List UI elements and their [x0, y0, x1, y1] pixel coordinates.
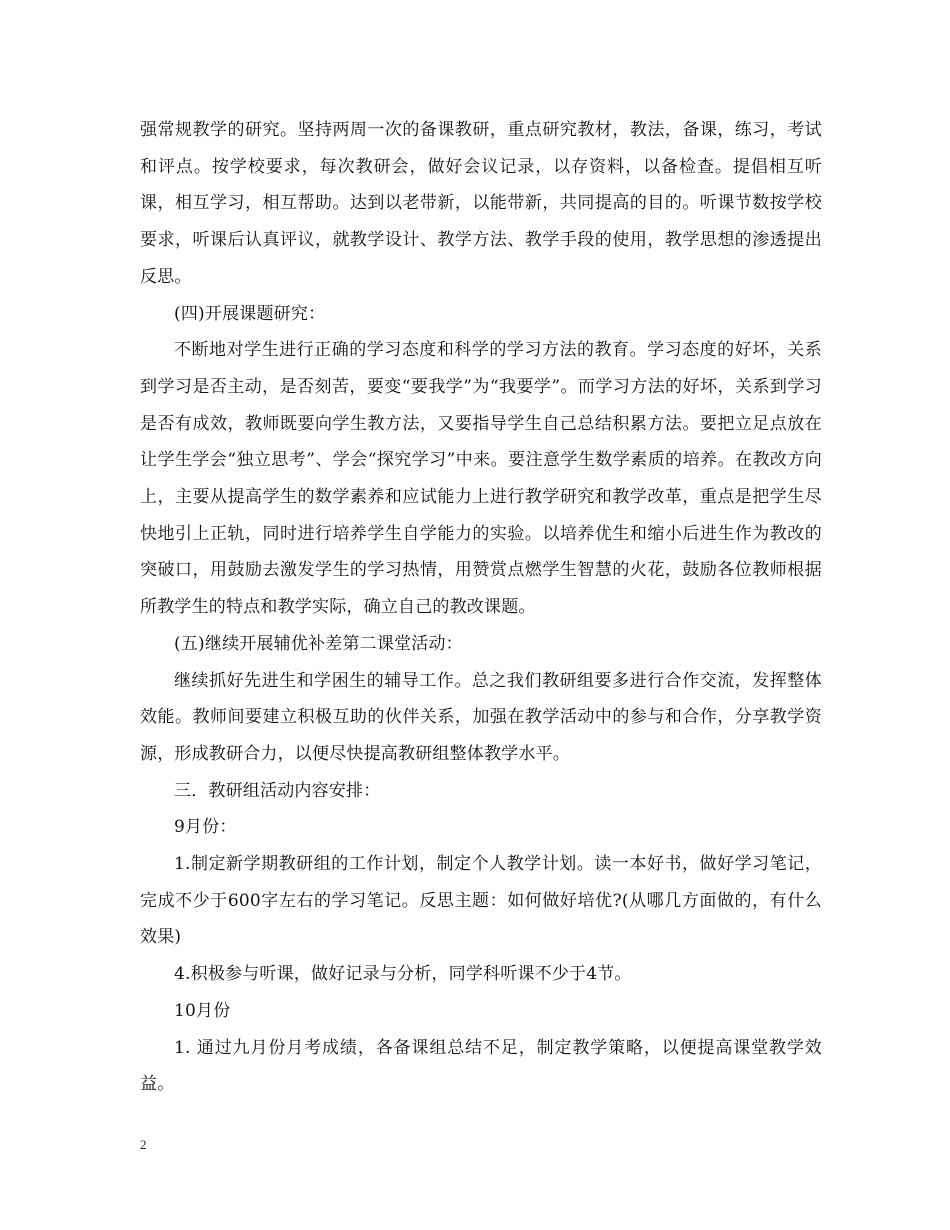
heading-topic-research: (四)开展课题研究：	[174, 303, 326, 324]
heading-october: 10月份	[174, 1000, 231, 1021]
list-item-september-4: 4.积极参与听课，做好记录与分析，同学科听课不少于4节。	[174, 964, 632, 985]
heading-activity-schedule: 三．教研组活动内容安排：	[174, 780, 381, 801]
paragraph-tutoring-work: 继续抓好先进生和学困生的辅导工作。总之我们教研组要多进行合作交流，发挥整体效能。教师间要建立积极互助的伙伴关系，加强在教学活动中的参与和合作，分享教学资源，形成教研合力，以便尽快提高教研组整体教学水平。	[140, 670, 822, 764]
heading-september: 9月份：	[174, 817, 237, 838]
paragraph-teaching-research: 强常规教学的研究。坚持两周一次的备课教研，重点研究教材，教法，备课，练习，考试和评点。按学校要求，每次教研会，做好会议记录，以存资料，以备检查。提倡相互听课，相互学习，相互帮助。达到以老带新，以能带新，共同提高的目的。听课节数按学校要求，听课后认真评议，就教学设计、教学方法、教学手段的使用，教学思想的渗透提出反思。	[140, 120, 822, 287]
document-body	[140, 112, 822, 1103]
list-item-october-1: 1. 通过九月份月考成绩，各备课组总结不足，制定教学策略，以便提高课堂教学效益。	[140, 1037, 822, 1095]
list-item-september-1: 1.制定新学期教研组的工作计划，制定个人教学计划。读一本好书，做好学习笔记，完成不少于600字左右的学习笔记。反思主题：如何做好培优?(从哪几方面做的，有什么效果)	[140, 854, 822, 948]
page-number: 2	[140, 1137, 147, 1152]
heading-tutoring-activities: (五)继续开展辅优补差第二课堂活动：	[174, 633, 463, 654]
paragraph-learning-methods: 不断地对学生进行正确的学习态度和科学的学习方法的教育。学习态度的好坏，关系到学习是否主动，是否刻苦，要变“要我学”为“我要学”。而学习方法的好坏，关系到学习是否有成效，教师既要向学生教方法，又要指导学生自己总结积累方法。要把立足点放在让学生学会“独立思考”、学会“探究学习”中来。要注意学生数学素质的培养。在教改方向上，主要从提高学生的数学素养和应试能力上进行教学研究和教学改革，重点是把学生尽快地引上正轨，同时进行培养学生自学能力的实验。以培养优生和缩小后进生作为教改的突破口，用鼓励去激发学生的学习热情，用赞赏点燃学生智慧的火花，鼓励各位教师根据所教学生的特点和教学实际，确立自己的教改课题。	[140, 340, 822, 618]
